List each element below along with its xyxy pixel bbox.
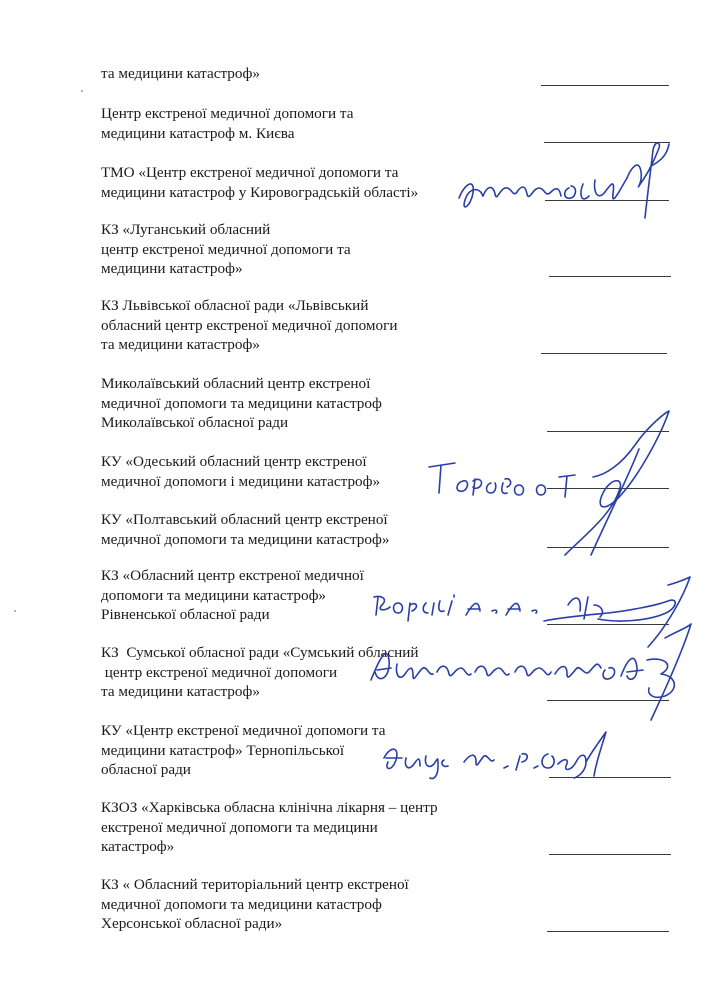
entry-line: Рівненської обласної ради — [101, 606, 270, 623]
scan-mark — [81, 90, 83, 92]
entry-line: медицини катастроф» — [101, 260, 243, 277]
entry-line: катастроф» — [101, 838, 175, 855]
entry-line: КЗ Львівської обласної ради «Львівський — [101, 297, 369, 314]
entry-13 — [101, 875, 501, 934]
entry-line: центр екстреної медичної допомоги та — [101, 240, 351, 258]
entry-line: КЗ «Обласний центр екстреної медичної — [101, 567, 364, 584]
entry-line: обласної ради — [101, 761, 191, 778]
entry-line: КУ «Центр екстреної медичної допомоги та — [101, 722, 386, 739]
entry-line: допомоги та медицини катастроф» — [101, 586, 327, 604]
entry-line: обласний центр екстреної медичної допомоги — [101, 316, 398, 334]
entry-line: медичної допомоги та медицини катастроф — [101, 895, 382, 913]
entry-line: КЗ Сумської обласної ради «Сумський обласний — [101, 644, 419, 661]
signature-line — [541, 85, 669, 86]
entry-line: ТМО «Центр екстреної медичної допомоги та — [101, 164, 399, 181]
entry-line: Херсонської обласної ради» — [101, 915, 283, 932]
entry-line: КУ «Одеський обласний центр екстреної — [101, 453, 367, 470]
entry-line: екстреної медичної допомоги та медицини — [101, 818, 378, 836]
entry-5 — [101, 296, 501, 355]
entry-12 — [101, 798, 501, 857]
entry-line: та медицини катастроф» — [101, 336, 260, 353]
handwritten-signature-2 — [425, 405, 685, 575]
entry-line: КЗ «Луганський обласний — [101, 221, 271, 238]
entry-3 — [101, 163, 501, 202]
entry-line: КЗОЗ «Харківська обласна клінічна лікарня – центр — [101, 799, 438, 816]
entry-line: Миколаївський обласний центр екстреної — [101, 375, 371, 392]
entry-line: центр екстреної медичної допомоги — [101, 663, 338, 681]
handwritten-signature-4 — [365, 620, 705, 730]
entry-line: медичної допомоги та медицини катастроф — [101, 394, 382, 412]
entry-line: Миколаївської обласної ради — [101, 414, 289, 431]
entry-line: медицини катастроф у Кировоградській області» — [101, 183, 419, 201]
entry-2 — [101, 104, 501, 143]
signature-line — [547, 931, 669, 932]
signature-line — [549, 276, 671, 277]
signature-line — [541, 353, 667, 354]
entry-line: медичної допомоги та медицини катастроф» — [101, 530, 390, 548]
entry-line: медицини катастроф» Тернопільської — [101, 741, 345, 759]
signature-line — [549, 854, 671, 855]
entry-line: Центр екстреної медичної допомоги та — [101, 105, 354, 122]
entry-line: КУ «Полтавський обласний центр екстреної — [101, 511, 388, 528]
entry-1 — [101, 64, 501, 84]
handwritten-signature-5 — [380, 728, 620, 788]
scan-mark — [14, 610, 16, 612]
entry-line: КЗ « Обласний територіальний центр екстреної — [101, 876, 409, 893]
entry-line: та медицини катастроф» — [101, 65, 260, 82]
entry-line: та медицини катастроф» — [101, 683, 260, 700]
entry-line: медичної допомоги і медицини катастроф» — [101, 472, 381, 490]
handwritten-signature-1 — [455, 138, 685, 228]
entry-line: медицини катастроф м. Києва — [101, 124, 295, 142]
entry-4 — [101, 220, 501, 279]
